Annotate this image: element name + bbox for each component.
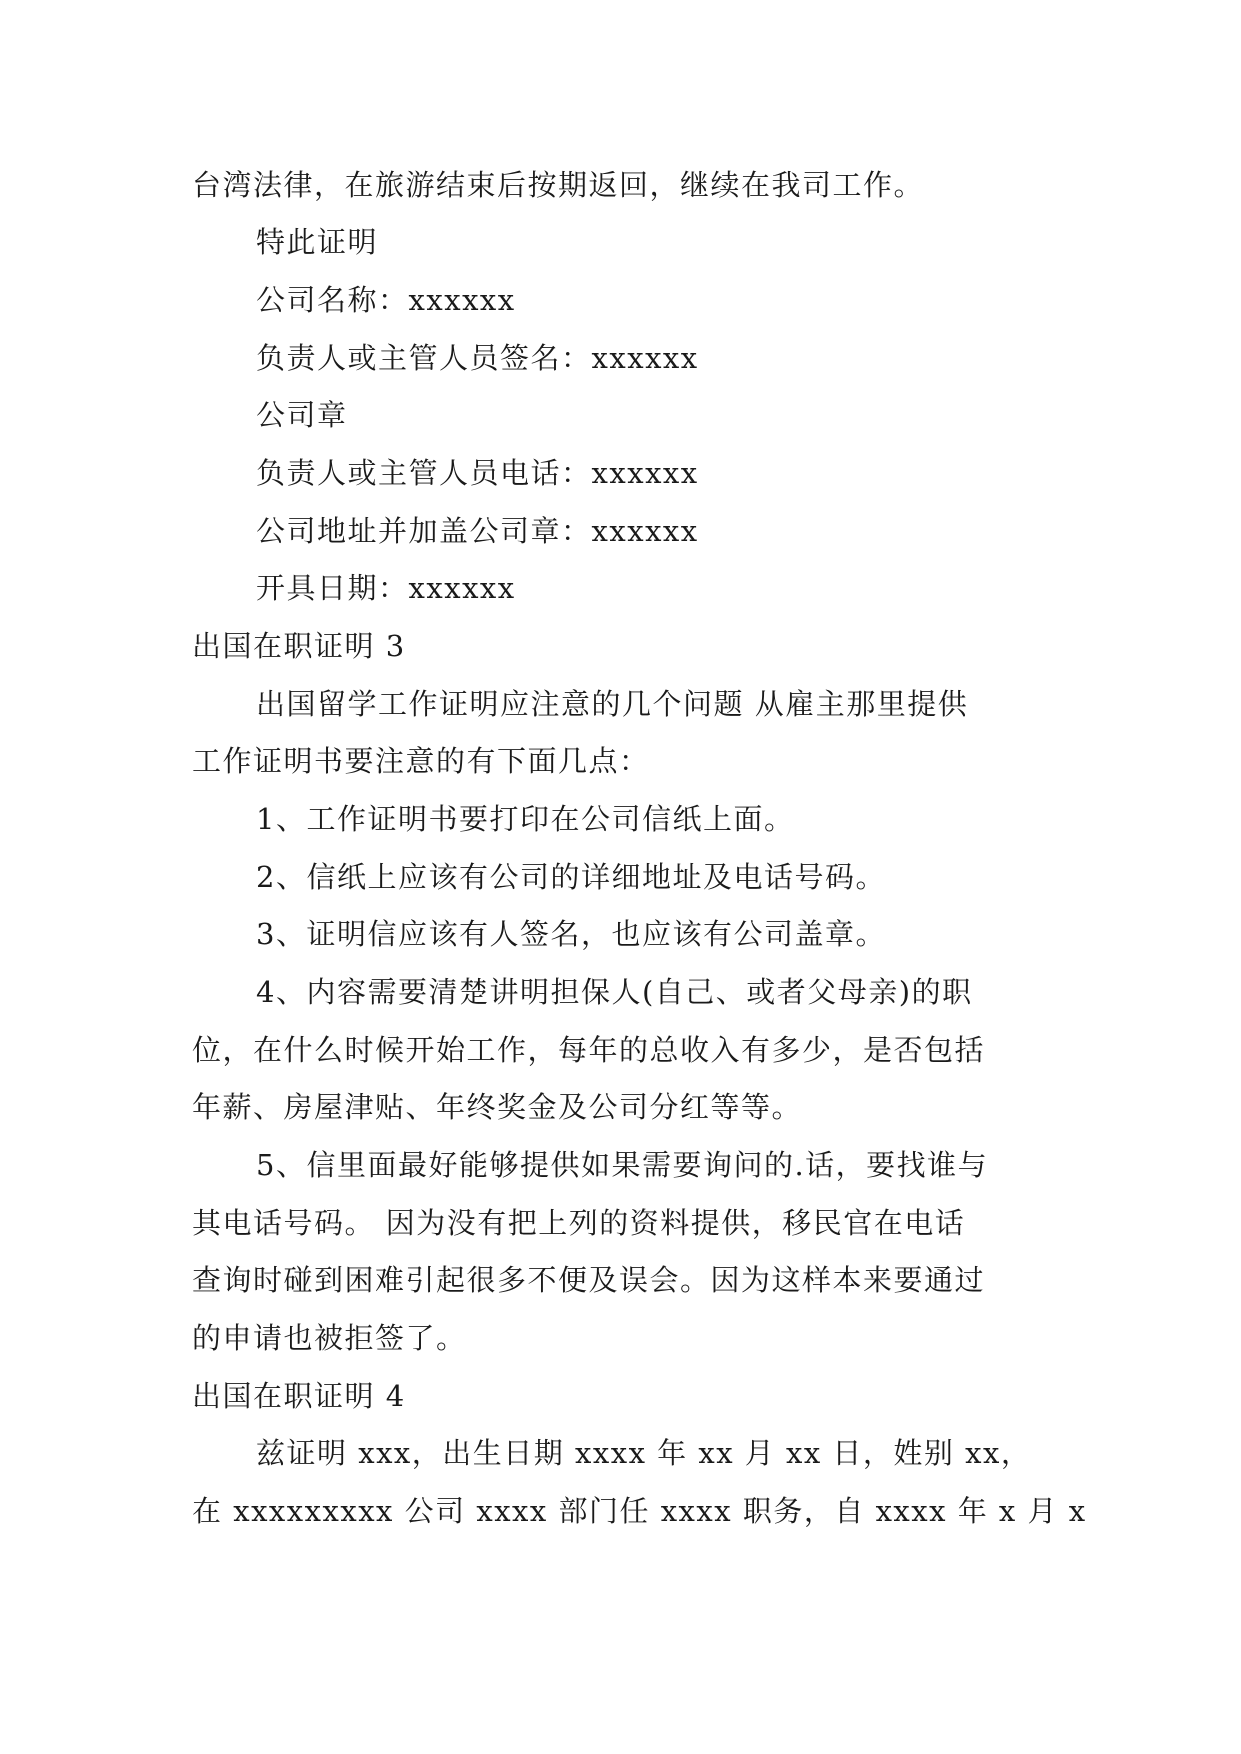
list-item: 4、内容需要清楚讲明担保人(自己、或者父母亲)的职: [256, 975, 973, 1009]
body-line: 工作证明书要注意的有下面几点：: [192, 744, 650, 778]
body-line: 年薪、房屋津贴、年终奖金及公司分红等等。: [192, 1090, 803, 1124]
company-seal-line: 公司章: [256, 398, 348, 432]
closing-statement: 特此证明: [256, 225, 379, 259]
section-heading: 出国在职证明 4: [192, 1379, 406, 1413]
list-item: 5、信里面最好能够提供如果需要询问的.话，要找谁与: [256, 1148, 989, 1182]
body-line: 在 xxxxxxxxx 公司 xxxx 部门任 xxxx 职务，自 xxxx 年 x 月 x: [192, 1494, 1087, 1528]
section-heading: 出国在职证明 3: [192, 629, 406, 663]
body-line: 出国留学工作证明应注意的几个问题 从雇主那里提供: [256, 687, 969, 721]
company-name-line: 公司名称：xxxxxx: [256, 283, 516, 317]
signature-line: 负责人或主管人员签名：xxxxxx: [256, 341, 699, 375]
list-item: 3、证明信应该有人签名，也应该有公司盖章。: [256, 917, 886, 951]
body-line: 其电话号码。 因为没有把上列的资料提供，移民官在电话: [192, 1206, 966, 1240]
body-line: 查询时碰到困难引起很多不便及误会。因为这样本来要通过: [192, 1263, 986, 1297]
body-line: 台湾法律，在旅游结束后按期返回，继续在我司工作。: [192, 168, 925, 202]
list-item: 1、工作证明书要打印在公司信纸上面。: [256, 802, 795, 836]
phone-line: 负责人或主管人员电话：xxxxxx: [256, 456, 699, 490]
body-line: 的申请也被拒签了。: [192, 1321, 467, 1355]
body-line: 兹证明 xxx，出生日期 xxxx 年 xx 月 xx 日，姓别 xx，: [256, 1436, 1032, 1470]
address-line: 公司地址并加盖公司章：xxxxxx: [256, 514, 699, 548]
list-item: 2、信纸上应该有公司的详细地址及电话号码。: [256, 860, 886, 894]
body-line: 位，在什么时候开始工作，每年的总收入有多少，是否包括: [192, 1033, 986, 1067]
issue-date-line: 开具日期：xxxxxx: [256, 571, 516, 605]
